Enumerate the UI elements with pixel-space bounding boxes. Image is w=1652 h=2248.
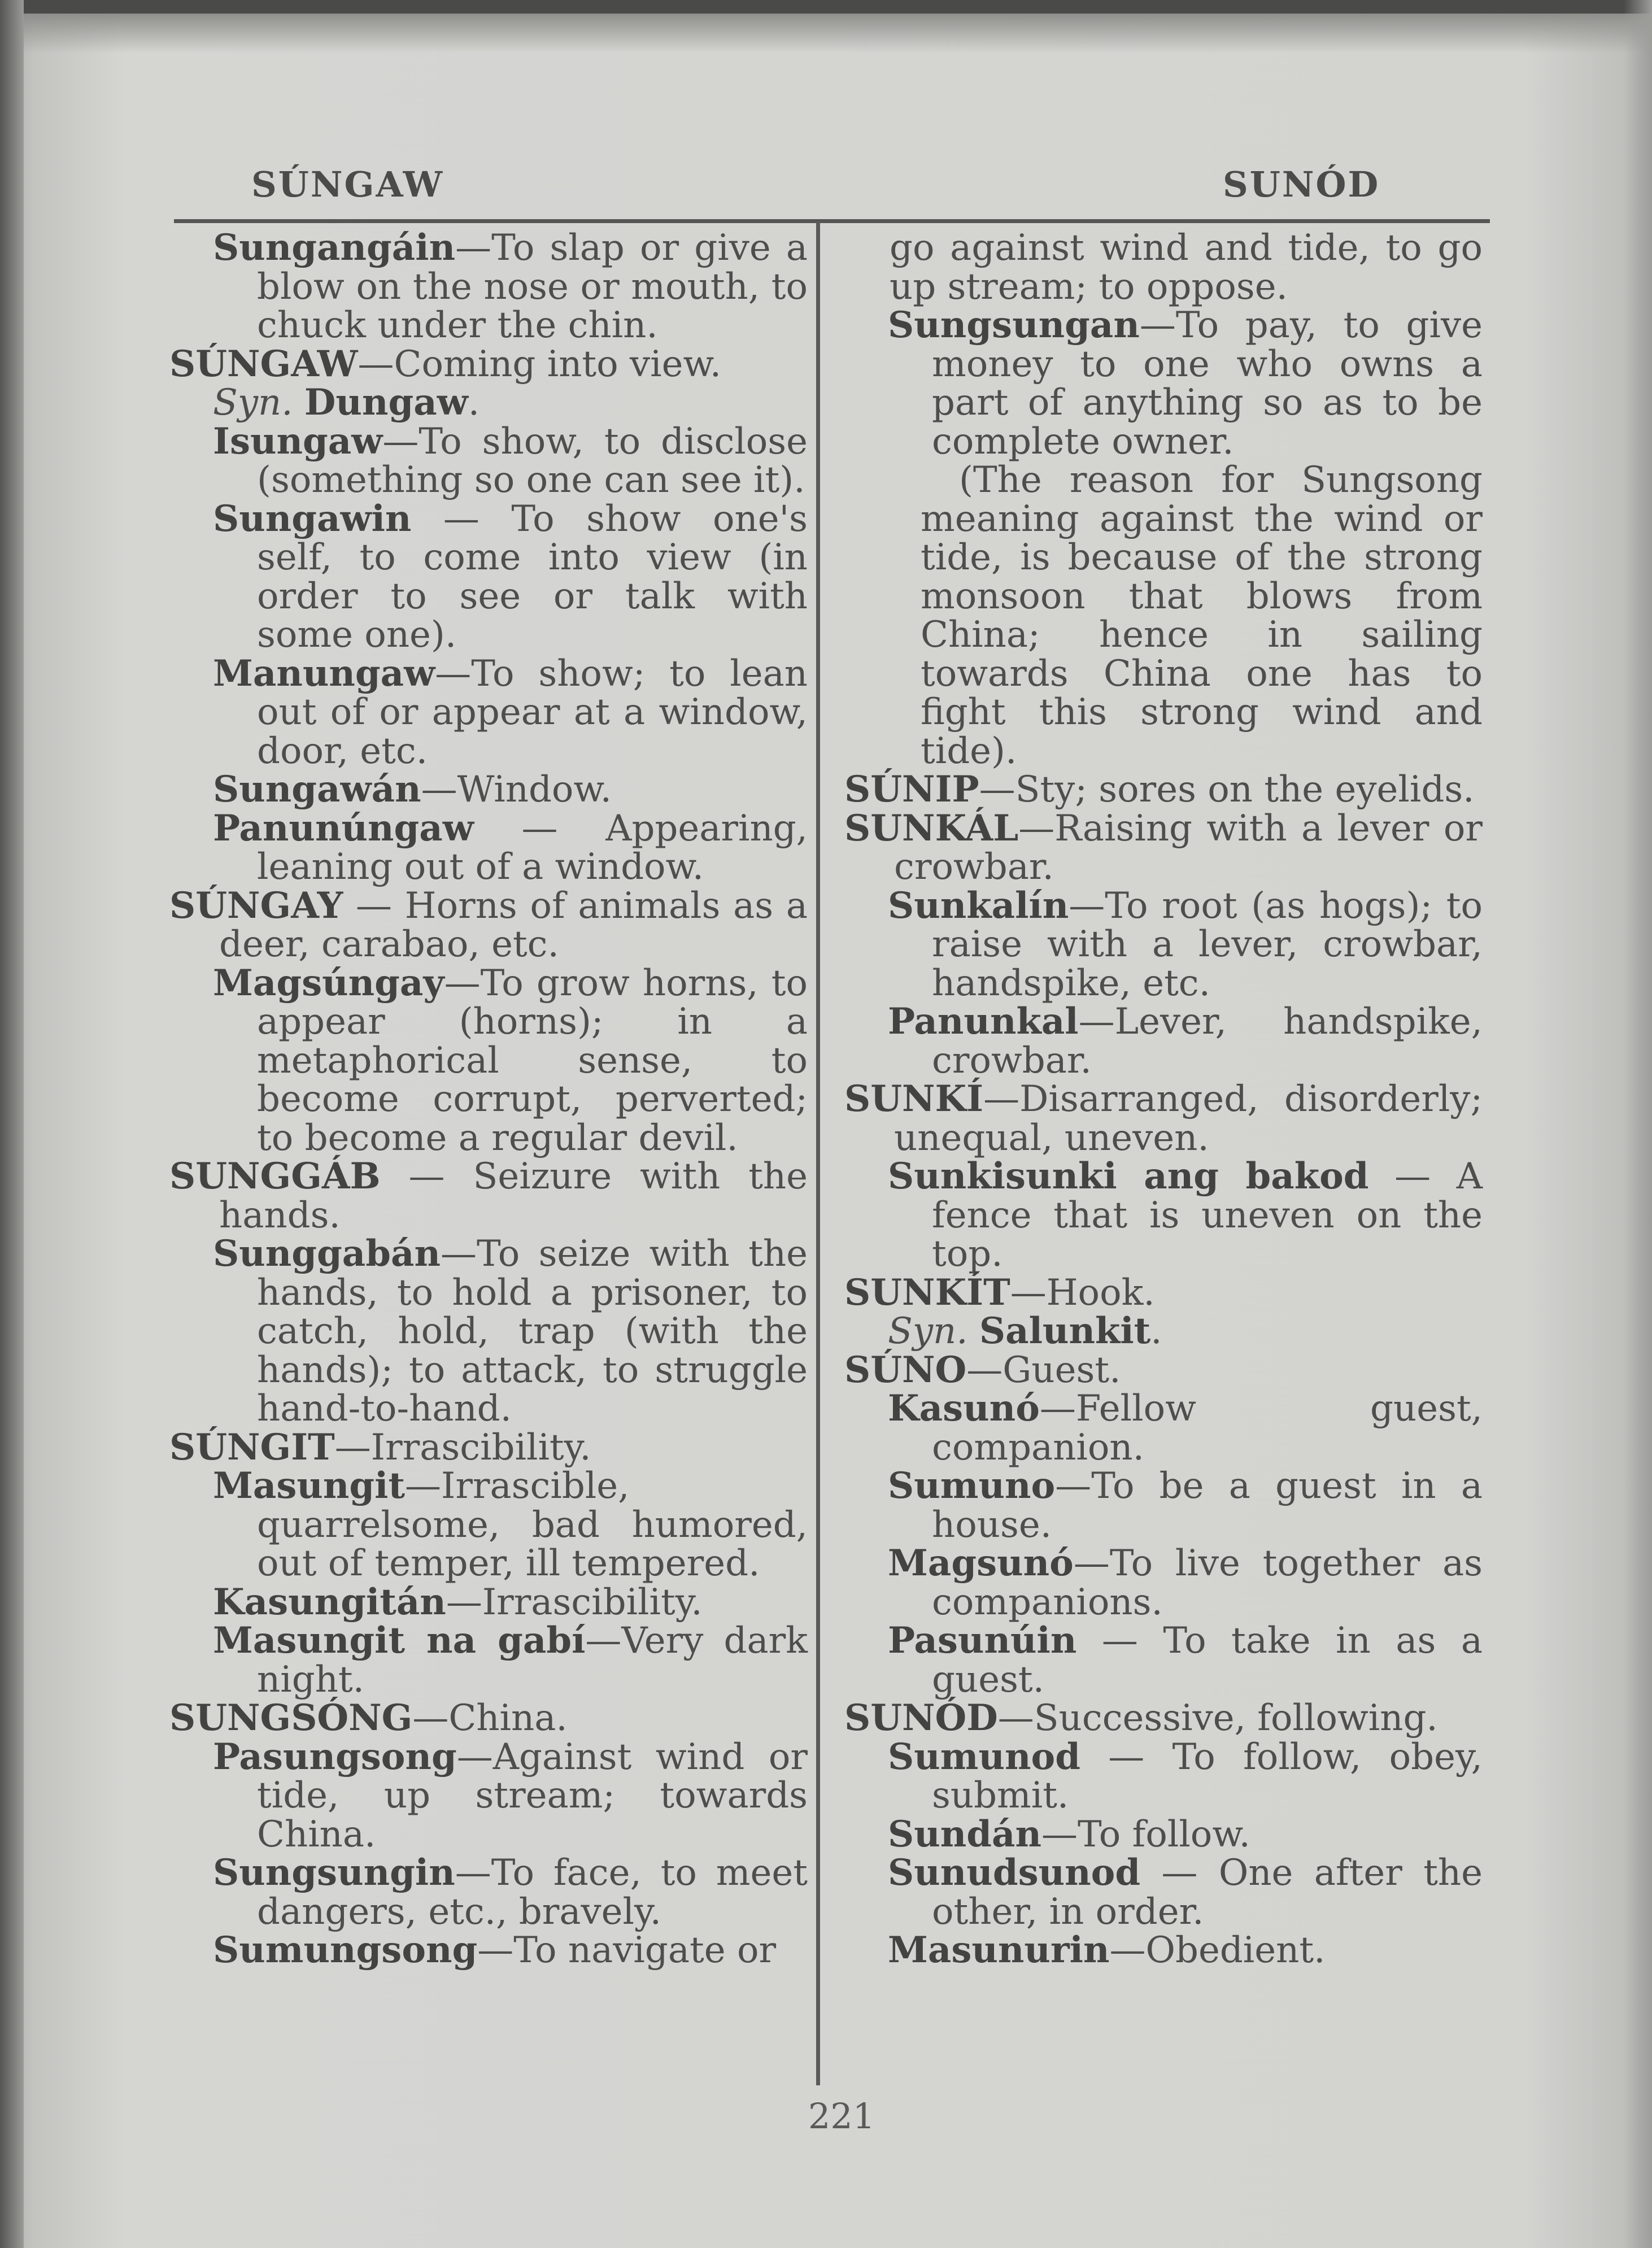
dictionary-entry <box>844 1467 1483 1544</box>
dictionary-entry <box>844 1699 1483 1738</box>
entry-headword: Pasunúin <box>888 1619 1077 1662</box>
dictionary-entry <box>169 809 808 887</box>
entry-definition: —To show; to lean out of or appear at a window, door, etc. <box>257 652 808 772</box>
dictionary-entry <box>844 1931 1483 1970</box>
dictionary-entry <box>169 1931 808 1970</box>
entry-definition: —To pay, to give money to one who owns a part of anything so as to be complete owner. <box>932 304 1483 463</box>
dictionary-entry <box>844 1851 1483 1933</box>
entry-headword: Salunkit <box>979 1310 1151 1352</box>
dictionary-entry <box>169 1232 808 1430</box>
dictionary-entry <box>169 884 808 965</box>
entry-headword: SUNÓD <box>844 1697 998 1739</box>
dictionary-entry <box>844 1544 1483 1622</box>
entry-definition: — Appearing, leaning out of a window. <box>257 807 808 888</box>
running-head-left: SÚNGAW <box>251 164 444 205</box>
synonym-label: Syn. <box>888 1310 968 1352</box>
entry-headword: Masunurin <box>888 1929 1110 1971</box>
entry-headword: SUNKÍ <box>844 1078 984 1120</box>
column-divider <box>816 221 820 2085</box>
dictionary-entry <box>844 1815 1483 1854</box>
entry-definition: —Successive, following. <box>997 1697 1438 1739</box>
entry-definition: go against wind and tide, to go up stream; to oppose. <box>890 227 1483 308</box>
book-spine-edge <box>0 0 24 2248</box>
entry-headword: Magsúngay <box>213 961 444 1004</box>
entry-definition: —To grow horns, to appear (horns); in a metaphorical sense, to become corrupt, perverted; to become a regular devil. <box>257 962 808 1159</box>
entry-definition: —To face, to meet dangers, etc., bravely. <box>257 1852 808 1933</box>
dictionary-entry <box>169 342 808 385</box>
entry-headword: Kasungitán <box>213 1580 446 1623</box>
dictionary-entry <box>169 1735 808 1855</box>
entry-definition: — Seizure with the hands. <box>219 1156 808 1236</box>
entry-definition: —Fellow guest, companion. <box>932 1388 1483 1469</box>
entry-definition: —To be a guest in a house. <box>932 1465 1483 1546</box>
dictionary-entry <box>844 884 1483 1004</box>
entry-headword: Manungaw <box>213 652 435 695</box>
entry-definition: — To take in as a guest. <box>932 1620 1483 1701</box>
entry-headword: Sungawán <box>213 768 421 811</box>
entry-headword: Sunkalín <box>888 884 1069 927</box>
dictionary-entry <box>844 461 1483 770</box>
entry-headword: SÚNGAW <box>169 342 358 385</box>
page-right-edge <box>1624 0 1652 2248</box>
dictionary-entry <box>169 1699 808 1738</box>
dictionary-entry <box>169 422 808 500</box>
entry-definition: —To root (as hogs); to raise with a lever, crowbar, handspike, etc. <box>932 885 1483 1004</box>
entry-headword: Sundán <box>888 1813 1042 1855</box>
entry-definition: —Irrascibility. <box>334 1426 591 1469</box>
entry-definition: —Against wind or tide, up stream; towards China. <box>257 1736 808 1855</box>
entry-definition: . <box>1150 1310 1162 1352</box>
entry-definition: —Lever, handspike, crowbar. <box>932 1001 1483 1082</box>
entry-definition: —To slap or give a blow on the nose or mouth, to chuck under the chin. <box>257 227 808 346</box>
entry-definition: —Raising with a lever or crowbar. <box>894 807 1483 888</box>
dictionary-entry <box>844 1271 1483 1314</box>
entry-headword: Pasungsong <box>213 1735 457 1778</box>
entry-definition: —Irrascibility. <box>446 1581 703 1623</box>
entry-headword: Dungaw <box>304 381 468 424</box>
entry-definition: —Coming into view. <box>358 343 722 385</box>
entry-headword: SUNGGÁB <box>169 1155 381 1197</box>
entry-headword: Sungawin <box>213 497 412 540</box>
entry-definition: —To navigate or <box>477 1929 777 1971</box>
entry-definition: — Horns of animals as a deer, carabao, etc. <box>219 885 808 965</box>
entry-headword: SUNKÁL <box>844 807 1019 849</box>
dictionary-entry <box>844 1348 1483 1391</box>
dictionary-entry <box>169 381 808 424</box>
entry-headword: Masungit <box>213 1465 406 1507</box>
entry-headword: SÚNGIT <box>169 1426 335 1469</box>
page-top-edge <box>0 0 1652 14</box>
dictionary-entry <box>169 770 808 809</box>
entry-headword: Sungsungin <box>213 1851 455 1894</box>
entry-headword: Masungit na gabí <box>213 1619 586 1662</box>
dictionary-entry <box>169 961 808 1159</box>
entry-definition: —To live together as companions. <box>932 1543 1483 1623</box>
dictionary-entry <box>844 1389 1483 1467</box>
entry-definition: — To show one's self, to come into view (in order to see or talk with some one). <box>257 498 808 656</box>
dictionary-entry <box>844 306 1483 461</box>
dictionary-entry <box>844 1157 1483 1274</box>
entry-definition: —Obedient. <box>1109 1929 1326 1971</box>
entry-headword: Isungaw <box>213 420 383 463</box>
dictionary-entry <box>169 1851 808 1933</box>
entry-headword: SUNKÍT <box>844 1271 1010 1314</box>
entry-definition: —Irrascible, quarrelsome, bad humored, out of temper, ill tempered. <box>257 1465 808 1584</box>
entry-headword: Sunggabán <box>213 1232 441 1275</box>
entry-definition: —Guest. <box>966 1349 1121 1391</box>
entry-headword: SÚNIP <box>844 768 979 811</box>
entry-headword: Panunkal <box>888 1000 1079 1043</box>
entry-headword: Sumungsong <box>213 1929 478 1971</box>
entry-headword: Magsunó <box>888 1542 1074 1584</box>
entry-headword: SÚNO <box>844 1348 967 1391</box>
entry-definition: —Hook. <box>1010 1271 1155 1314</box>
dictionary-entry <box>844 1080 1483 1157</box>
entry-headword: Sungangáin <box>213 226 456 269</box>
running-head-right: SUNÓD <box>1223 164 1380 205</box>
entry-definition: —Very dark night. <box>257 1620 808 1701</box>
entry-headword: Sunudsunod <box>888 1851 1141 1894</box>
entry-headword: Kasunó <box>888 1387 1040 1430</box>
page-number: 221 <box>808 2095 875 2137</box>
dictionary-entry <box>844 770 1483 809</box>
dictionary-entry <box>169 1157 808 1235</box>
entry-definition: —To seize with the hands, to hold a prisoner, to catch, hold, trap (with the hands); to attack, to struggle hand-to-hand. <box>257 1233 808 1430</box>
page-top-shadow <box>0 14 1652 53</box>
entry-definition: —China. <box>412 1697 568 1739</box>
entry-definition: — One after the other, in order. <box>932 1852 1483 1933</box>
entry-definition: — A fence that is uneven on the top. <box>932 1156 1483 1275</box>
entry-headword: Sunkisunki ang bakod <box>888 1155 1369 1197</box>
entry-definition: —Sty; sores on the eyelids. <box>979 769 1475 811</box>
entry-definition: (The reason for Sungsong meaning against the wind or tide, is because of the strong monsoon that blows from China; hence in sailing towards China one has to fight this strong wind and tide). <box>921 459 1483 772</box>
entry-headword: Sumuno <box>888 1465 1056 1507</box>
dictionary-entry <box>844 1312 1483 1351</box>
dictionary-entry <box>169 1467 808 1583</box>
header-rule <box>174 219 1490 223</box>
right-column <box>844 229 1483 1970</box>
dictionary-entry <box>169 497 808 656</box>
entry-headword: SUNGSÓNG <box>169 1697 413 1739</box>
entry-definition: — To follow, obey, submit. <box>932 1736 1483 1816</box>
entry-headword: Sungsungan <box>888 304 1140 346</box>
dictionary-entry <box>169 1428 808 1467</box>
dictionary-entry <box>169 226 808 346</box>
entry-headword: SÚNGAY <box>169 884 343 927</box>
entry-definition: —To follow. <box>1041 1813 1250 1855</box>
dictionary-entry <box>844 229 1483 306</box>
dictionary-entry <box>844 1619 1483 1701</box>
entry-headword: Sumunod <box>888 1735 1080 1778</box>
entry-headword: Panunúngaw <box>213 807 474 849</box>
entry-definition: —Window. <box>421 769 612 811</box>
dictionary-entry <box>844 1000 1483 1082</box>
dictionary-entry <box>169 652 808 772</box>
left-column <box>169 226 808 1971</box>
entry-definition: . <box>468 382 480 424</box>
dictionary-entry <box>169 1619 808 1701</box>
synonym-label: Syn. <box>213 382 293 424</box>
dictionary-entry <box>844 1735 1483 1816</box>
dictionary-entry <box>844 809 1483 887</box>
entry-definition: —Disarranged, disorderly; unequal, uneven. <box>894 1078 1483 1159</box>
entry-definition: —To show, to disclose (something so one can see it). <box>257 420 808 501</box>
dictionary-entry <box>169 1580 808 1623</box>
